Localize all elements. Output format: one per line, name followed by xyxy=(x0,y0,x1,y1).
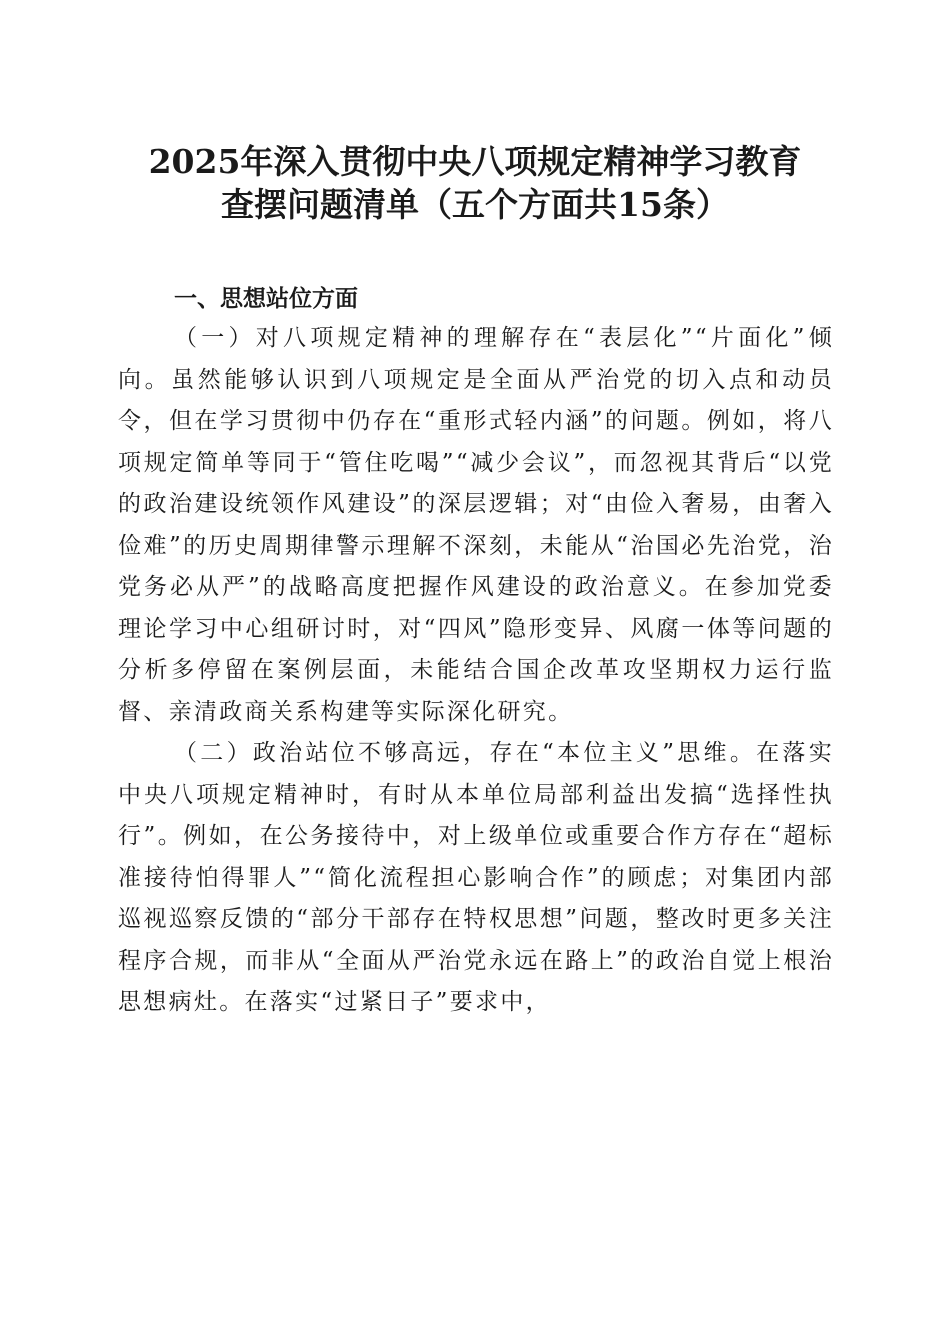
title-line-1: 2025年深入贯彻中央八项规定精神学习教育 xyxy=(148,142,802,181)
section-heading: 一、思想站位方面 xyxy=(174,286,358,312)
document-title xyxy=(0,140,950,226)
paragraph-1: （一）对八项规定精神的理解存在“表层化”“片面化”倾向。虽然能够认识到八项规定是全面从严治党的切入点和动员令，但在学习贯彻中仍存在“重形式轻内涵”的问题。例如，将八项规定简单等同于“管住吃喝”“减少会议”，而忽视其背后“以党的政治建设统领作风建设”的深层逻辑；对“由俭入奢易，由奢入俭难”的历史周期律警示理解不深刻，未能从“治国必先治党，治党务必从严”的战略高度把握作风建设的政治意义。在参加党委理论学习中心组研讨时，对“四风”隐形变异、风腐一体等问题的分析多停留在案例层面，未能结合国企改革攻坚期权力运行监督、亲清政商关系构建等实际深化研究。 xyxy=(118,325,834,725)
title-line-2: 查摆问题清单（五个方面共15条） xyxy=(221,185,729,224)
document-body xyxy=(118,280,834,1024)
paragraph-2: （二）政治站位不够高远，存在“本位主义”思维。在落实中央八项规定精神时，有时从本单位局部利益出发搞“选择性执行”。例如，在公务接待中，对上级单位或重要合作方存在“超标准接待怕得罪人”“简化流程担心影响合作”的顾虑；对集团内部巡视巡察反馈的“部分干部存在特权思想”问题，整改时更多关注程序合规，而非从“全面从严治党永远在路上”的政治自觉上根治思想病灶。在落实“过紧日子”要求中， xyxy=(118,740,834,1015)
